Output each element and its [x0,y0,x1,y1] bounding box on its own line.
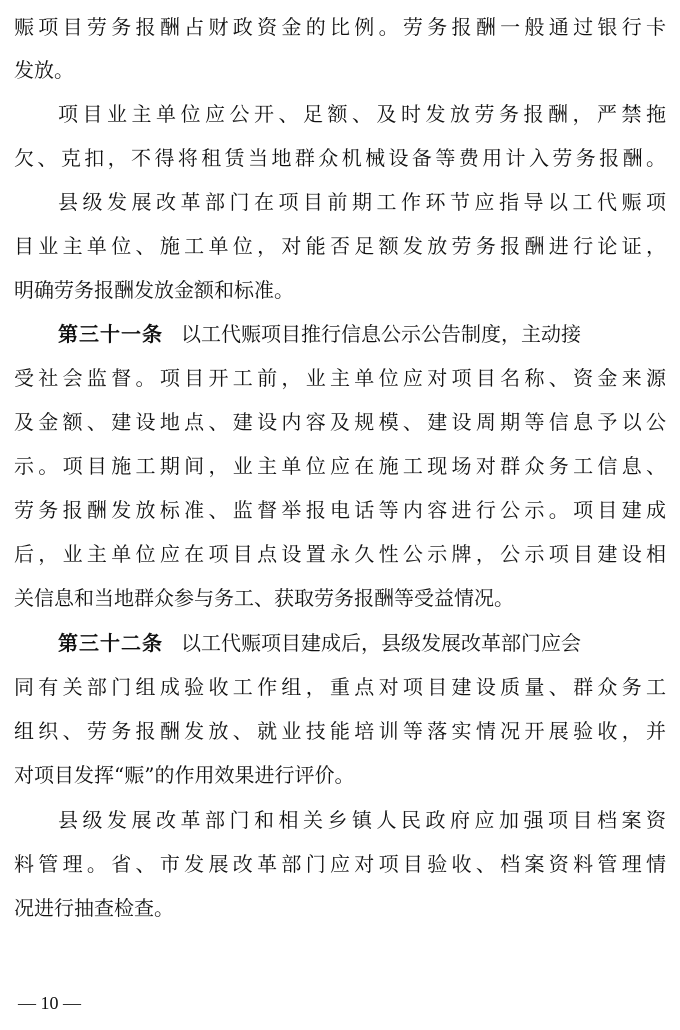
paragraph-line: 及金额、建设地点、建设内容及规模、建设周期等信息予以公 [14,410,666,434]
article-32-text: 以工代赈项目建成后，县级发展改革部门应会 [181,631,581,655]
paragraph-line: 项目业主单位应公开、足额、及时发放劳务报酬，严禁拖 [58,102,666,126]
paragraph-line: 后，业主单位应在项目点设置永久性公示牌，公示项目建设相 [14,542,666,566]
article-31-heading: 第三十一条 [58,322,163,346]
paragraph-line: 受社会监督。项目开工前，业主单位应对项目名称、资金来源 [14,366,666,390]
article-32-first-line [58,628,666,658]
article-31-text: 以工代赈项目推行信息公示公告制度，主动接 [181,322,581,346]
paragraph-line: 欠、克扣，不得将租赁当地群众机械设备等费用计入劳务报酬。 [14,146,666,170]
paragraph-line: 赈项目劳务报酬占财政资金的比例。劳务报酬一般通过银行卡 [14,15,666,39]
paragraph-line: 县级发展改革部门和相关乡镇人民政府应加强项目档案资 [58,808,666,832]
paragraph-line: 发放。 [14,58,74,82]
paragraph-line: 示。项目施工期间，业主单位应在施工现场对群众务工信息、 [14,454,666,478]
article-31-first-line [58,319,666,349]
paragraph-line: 料管理。省、市发展改革部门应对项目验收、档案资料管理情 [14,852,666,876]
paragraph-line: 同有关部门组成验收工作组，重点对项目建设质量、群众务工 [14,675,666,699]
paragraph-line: 况进行抽查检查。 [14,896,174,920]
paragraph-line: 对项目发挥“赈”的作用效果进行评价。 [14,763,355,787]
article-32-heading: 第三十二条 [58,631,163,655]
paragraph-line: 明确劳务报酬发放金额和标准。 [14,278,294,302]
paragraph-line: 县级发展改革部门在项目前期工作环节应指导以工代赈项 [58,190,666,214]
paragraph-line: 劳务报酬发放标准、监督举报电话等内容进行公示。项目建成 [14,498,666,522]
paragraph-line: 组织、劳务报酬发放、就业技能培训等落实情况开展验收，并 [14,719,666,743]
paragraph-line: 目业主单位、施工单位，对能否足额发放劳务报酬进行论证， [14,234,666,258]
paragraph-line: 关信息和当地群众参与务工、获取劳务报酬等受益情况。 [14,586,514,610]
page-number: — 10 — [18,993,81,1013]
